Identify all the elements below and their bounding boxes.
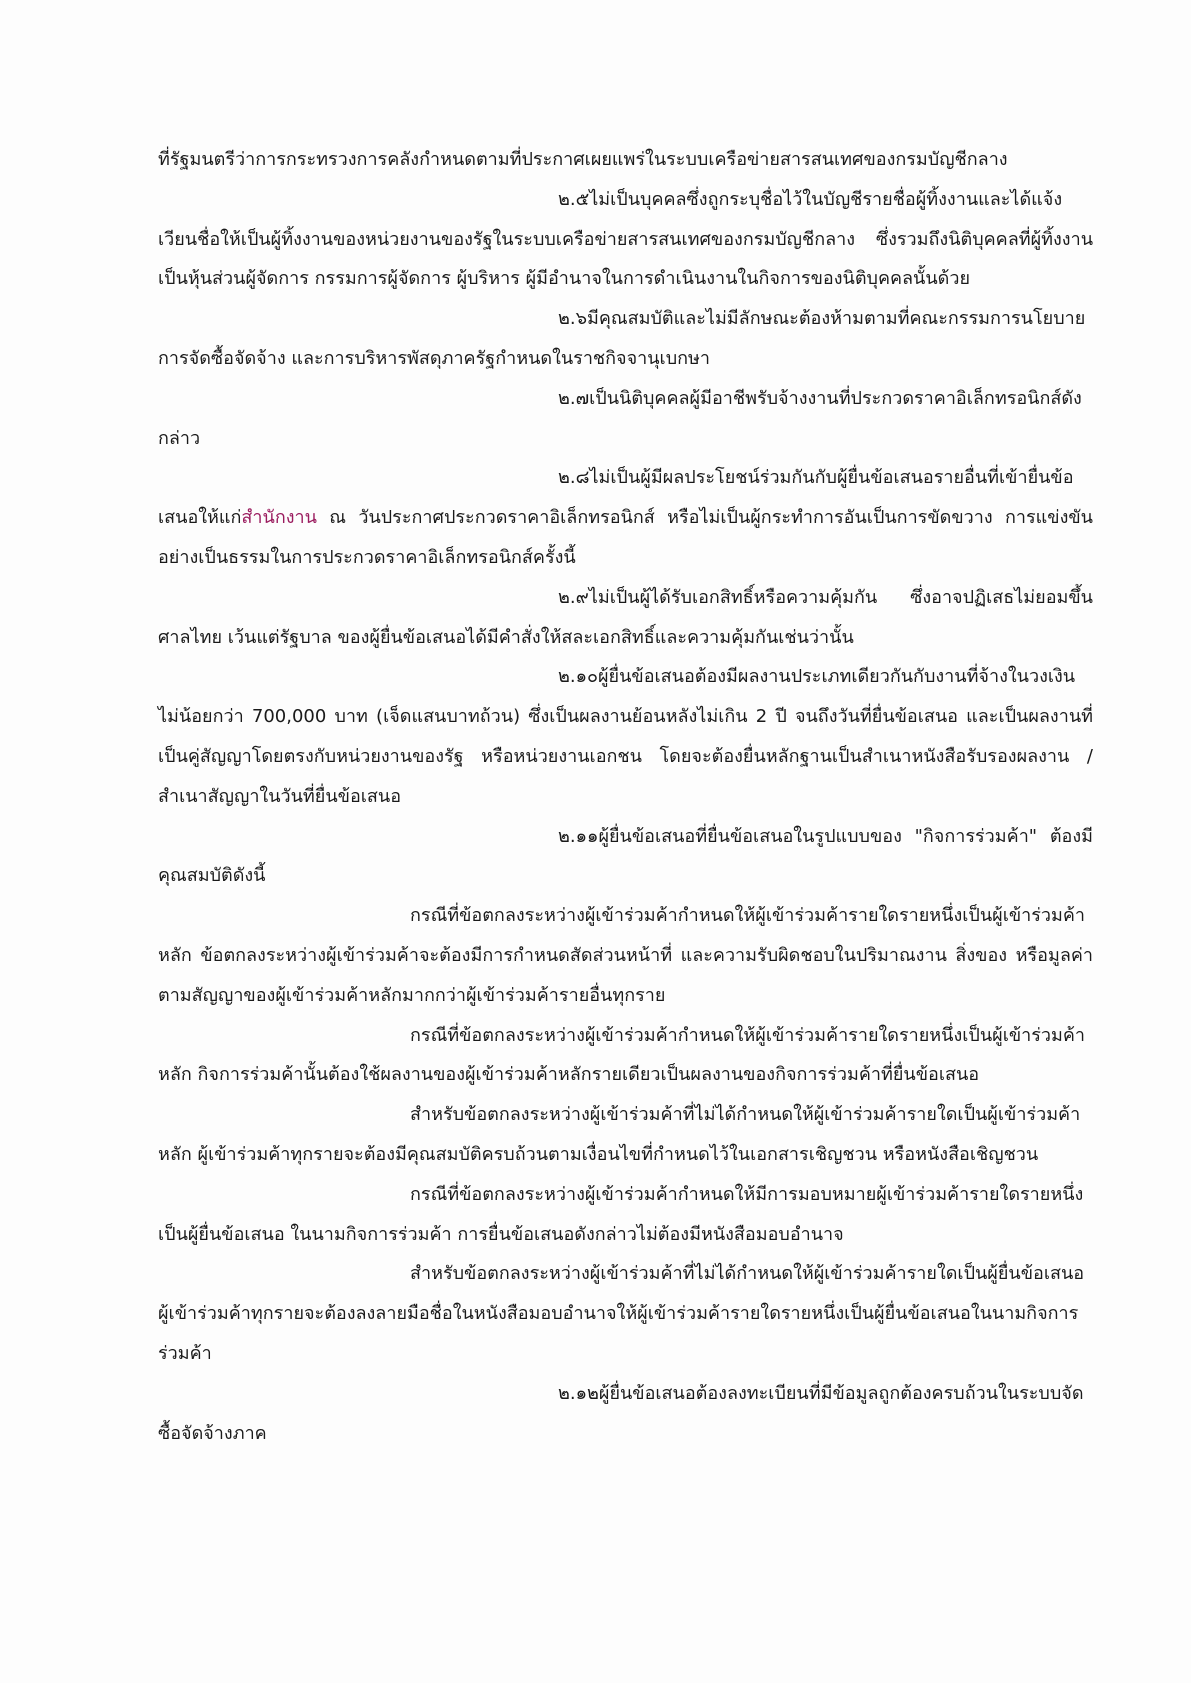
item-number: ๒.๘ [558,467,590,489]
intro-paragraph: ที่รัฐมนตรีว่าการกระทรวงการคลังกำหนดตามที่ประกาศเผยแพร่ในระบบเครือข่ายสารสนเทศของกรมบัญชีกลาง [158,149,1008,170]
item-2-7 [158,379,1093,459]
item-number: ๒.๑๒ [558,1382,599,1404]
highlighted-office-name: สำนักงาน [241,507,317,529]
item-2-11 [158,817,1093,897]
jv-paragraph-1: กรณีที่ข้อตกลงระหว่างผู้เข้าร่วมค้ากำหนดให้ผู้เข้าร่วมค้ารายใดรายหนึ่งเป็นผู้เข้าร่วมค้าหลัก ข้อตกลงระหว่างผู้เข้าร่วมค้าจะต้องมีการกำหนดสัดส่วนหน้าที่ และความรับผิดชอบในปริมาณงาน สิ่งของ หรือมูลค่าตามสัญญาของผู้เข้าร่วมค้าหลักมากกว่าผู้เข้าร่วมค้ารายอื่นทุกราย [158,905,1093,1006]
item-2-9 [158,578,1093,658]
item-2-8 [158,458,1093,577]
jv-paragraph-3: สำหรับข้อตกลงระหว่างผู้เข้าร่วมค้าที่ไม่ได้กำหนดให้ผู้เข้าร่วมค้ารายใดเป็นผู้เข้าร่วมค้าหลัก ผู้เข้าร่วมค้าทุกรายจะต้องมีคุณสมบัติครบถ้วนตามเงื่อนไขที่กำหนดไว้ในเอกสารเชิญชวน หรือหนังสือเชิญชวน [158,1104,1081,1165]
item-text-after: ณ วันประกาศประกวดราคาอิเล็กทรอนิกส์ หรือไม่เป็นผู้กระทำการอันเป็นการขัดขวาง การแข่งขันอย่างเป็นธรรมในการประกวดราคาอิเล็กทรอนิกส์ครั้งนี้ [158,507,1093,568]
item-2-5 [158,180,1093,299]
jv-paragraph-2: กรณีที่ข้อตกลงระหว่างผู้เข้าร่วมค้ากำหนดให้ผู้เข้าร่วมค้ารายใดรายหนึ่งเป็นผู้เข้าร่วมค้าหลัก กิจการร่วมค้านั้นต้องใช้ผลงานของผู้เข้าร่วมค้าหลักรายเดียวเป็นผลงานของกิจการร่วมค้าที่ยื่นข้อเสนอ [158,1024,1086,1086]
item-2-12 [158,1374,1093,1454]
item-text-before: ไม่เป็นผู้มีผลประโยชน์ร่วมกันกับผู้ยื่นข้อเสนอรายอื่นที่เข้ายื่นข้อเสนอให้แก่ [158,467,1074,529]
item-number: ๒.๑๐ [558,666,598,688]
item-number: ๒.๑๑ [558,825,599,847]
item-text: ไม่เป็นผู้ได้รับเอกสิทธิ์หรือความคุ้มกัน ซึ่งอาจปฏิเสธไม่ยอมขึ้นศาลไทย เว้นแต่รัฐบาล ของผู้ยื่นข้อเสนอได้มีคำสั่งให้สละเอกสิทธิ์และความคุ้มกันเช่นว่านั้น [158,586,1093,648]
item-text: ผู้ยื่นข้อเสนอต้องมีผลงานประเภทเดียวกันกับงานที่จ้างในวงเงินไม่น้อยกว่า 700,000 บาท (เจ็ดแสนบาทถ้วน) ซึ่งเป็นผลงานย้อนหลังไม่เกิน 2 ปี จนถึงวันที่ยื่นข้อเสนอ และเป็นผลงานที่เป็นคู่สัญญาโดยตรงกับหน่วยงานของรัฐ หรือหน่วยงานเอกชน โดยจะต้องยื่นหลักฐานเป็นสำเนาหนังสือรับรองผลงาน / สำเนาสัญญาในวันที่ยื่นข้อเสนอ [158,666,1093,807]
item-text: เป็นนิติบุคคลผู้มีอาชีพรับจ้างงานที่ประกวดราคาอิเล็กทรอนิกส์ดังกล่าว [158,387,1082,449]
jv-paragraph-5: สำหรับข้อตกลงระหว่างผู้เข้าร่วมค้าที่ไม่ได้กำหนดให้ผู้เข้าร่วมค้ารายใดเป็นผู้ยื่นข้อเสนอ ผู้เข้าร่วมค้าทุกรายจะต้องลงลายมือชื่อในหนังสือมอบอำนาจให้ผู้เข้าร่วมค้ารายใดรายหนึ่งเป็นผู้ยื่นข้อเสนอในนามกิจการร่วมค้า [158,1263,1085,1364]
item-text: ผู้ยื่นข้อเสนอต้องลงทะเบียนที่มีข้อมูลถูกต้องครบถ้วนในระบบจัดซื้อจัดจ้างภาค [158,1382,1084,1444]
item-2-6 [158,299,1093,379]
item-text: มีคุณสมบัติและไม่มีลักษณะต้องห้ามตามที่คณะกรรมการนโยบายการจัดซื้อจัดจ้าง และการบริหารพัสดุภาครัฐกำหนดในราชกิจจานุเบกษา [158,308,1086,369]
item-number: ๒.๗ [558,387,590,409]
item-number: ๒.๖ [558,308,588,330]
item-number: ๒.๙ [558,586,589,608]
jv-paragraph-4: กรณีที่ข้อตกลงระหว่างผู้เข้าร่วมค้ากำหนดให้มีการมอบหมายผู้เข้าร่วมค้ารายใดรายหนึ่งเป็นผู้ยื่นข้อเสนอ ในนามกิจการร่วมค้า การยื่นข้อเสนอดังกล่าวไม่ต้องมีหนังสือมอบอำนาจ [158,1183,1084,1245]
item-text: ผู้ยื่นข้อเสนอที่ยื่นข้อเสนอในรูปแบบของ "กิจการร่วมค้า" ต้องมีคุณสมบัติดังนี้ [158,825,1093,887]
document-body [158,140,1093,1453]
item-number: ๒.๕ [558,188,590,210]
item-2-10 [158,657,1093,816]
item-text: ไม่เป็นบุคคลซึ่งถูกระบุชื่อไว้ในบัญชีรายชื่อผู้ทิ้งงานและได้แจ้งเวียนชื่อให้เป็นผู้ทิ้งงานของหน่วยงานของรัฐในระบบเครือข่ายสารสนเทศของกรมบัญชีกลาง ซึ่งรวมถึงนิติบุคคลที่ผู้ทิ้งงานเป็นหุ้นส่วนผู้จัดการ กรรมการผู้จัดการ ผู้บริหาร ผู้มีอำนาจในการดำเนินงานในกิจการของนิติบุคคลนั้นด้วย [158,188,1093,290]
